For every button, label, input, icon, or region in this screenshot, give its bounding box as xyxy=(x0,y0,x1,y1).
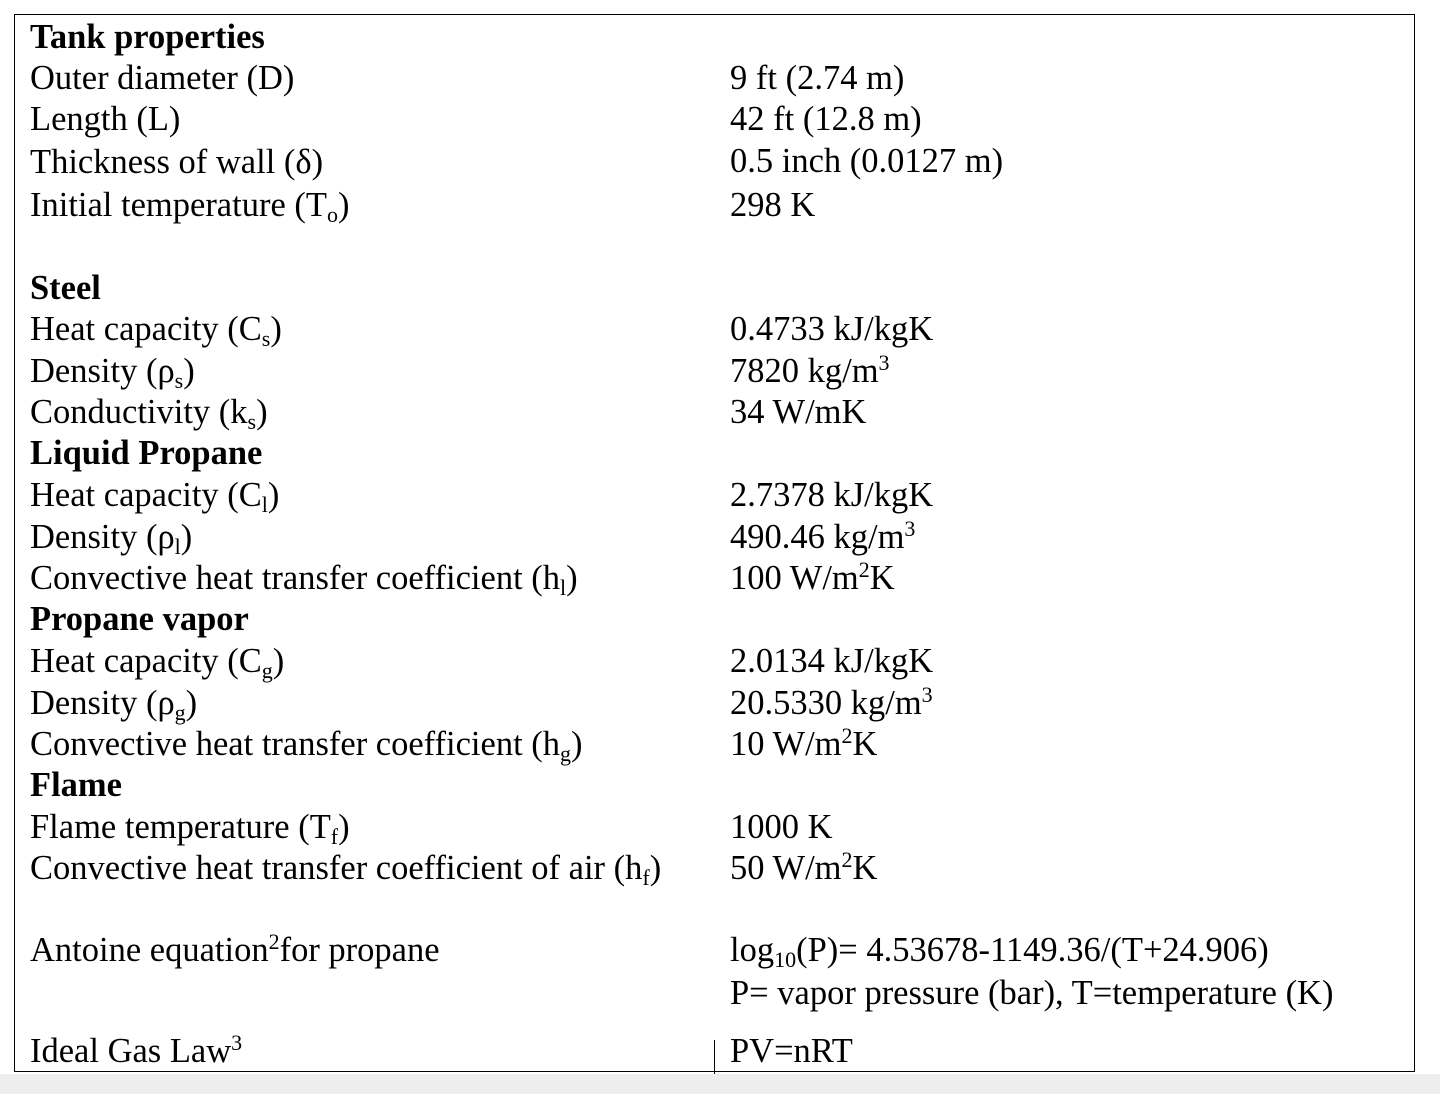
initial-temperature-label: Initial temperature $(T_o)$ xyxy=(30,186,350,227)
flame-temperature-value: 1000 K xyxy=(730,808,833,846)
liquid-density-value: 490.46 $kg/m^3$ xyxy=(730,516,916,556)
initial-temperature-value: 298 K xyxy=(730,186,816,224)
flame-temperature-label: Flame temperature $(T_f)$ xyxy=(30,808,350,849)
steel-conductivity-value: 34 W/mK xyxy=(730,393,867,431)
wall-thickness-value: 0.5 inch (0.0127 m) xyxy=(730,142,1004,180)
steel-heading: Steel xyxy=(30,269,101,307)
vapor-density-label: Density $(\rho_g)$ xyxy=(30,684,198,725)
liquid-density-label: Density $(\rho_l)$ xyxy=(30,518,193,559)
flame-heading: Flame xyxy=(30,766,122,804)
ideal-gas-law-label: Ideal Gas Law$^3$ xyxy=(30,1030,243,1070)
liquid-htc-label: Convective heat transfer coefficient $(h_l)$ xyxy=(30,559,578,600)
antoine-equation-note: P= vapor pressure (bar), T=temperature (K) xyxy=(730,974,1334,1012)
column-divider xyxy=(714,1040,715,1074)
liquid-propane-heading: Liquid Propane xyxy=(30,434,263,472)
vapor-density-value: 20.5330 $kg/m^3$ xyxy=(730,682,933,722)
steel-conductivity-label: Conductivity $(k_s)$ xyxy=(30,393,268,434)
vapor-htc-value: 10 $W/m^2K$ xyxy=(730,723,878,763)
antoine-equation-value: $\log_{10}(P)= 4.53678-1149.36/(T+24.906)$ xyxy=(730,931,1269,972)
steel-heat-capacity-label: Heat capacity $(C_s)$ xyxy=(30,310,282,351)
steel-heat-capacity-value: 0.4733 kJ/kgK xyxy=(730,310,934,348)
air-htc-label: Convective heat transfer coefficient of air $(h_f)$ xyxy=(30,849,662,890)
outer-diameter-label: Outer diameter (D) xyxy=(30,59,295,97)
antoine-equation-label: Antoine equation$^2$for propane xyxy=(30,929,440,969)
steel-density-value: 7820 $kg/m^3$ xyxy=(730,350,890,390)
liquid-heat-capacity-label: Heat capacity $(C_l)$ xyxy=(30,476,280,517)
steel-density-label: Density $(\rho_s)$ xyxy=(30,352,195,393)
propane-vapor-heading: Propane vapor xyxy=(30,600,249,638)
length-label: Length (L) xyxy=(30,100,181,138)
length-value: 42 ft (12.8 m) xyxy=(730,100,922,138)
wall-thickness-label: Thickness of wall (δ) xyxy=(30,143,324,181)
tank-properties-heading: Tank properties xyxy=(30,18,265,56)
air-htc-value: 50 $W/m^2K$ xyxy=(730,847,878,887)
vapor-htc-label: Convective heat transfer coefficient $(h_g)$ xyxy=(30,725,583,766)
vapor-heat-capacity-value: 2.0134 kJ/kgK xyxy=(730,642,934,680)
vapor-heat-capacity-label: Heat capacity $(C_g)$ xyxy=(30,642,285,683)
page-bottom-strip xyxy=(0,1074,1440,1094)
ideal-gas-law-value: PV=nRT xyxy=(730,1032,853,1070)
liquid-heat-capacity-value: 2.7378 kJ/kgK xyxy=(730,476,934,514)
outer-diameter-value: 9 ft (2.74 m) xyxy=(730,59,905,97)
liquid-htc-value: 100 $W/m^2K$ xyxy=(730,557,895,597)
